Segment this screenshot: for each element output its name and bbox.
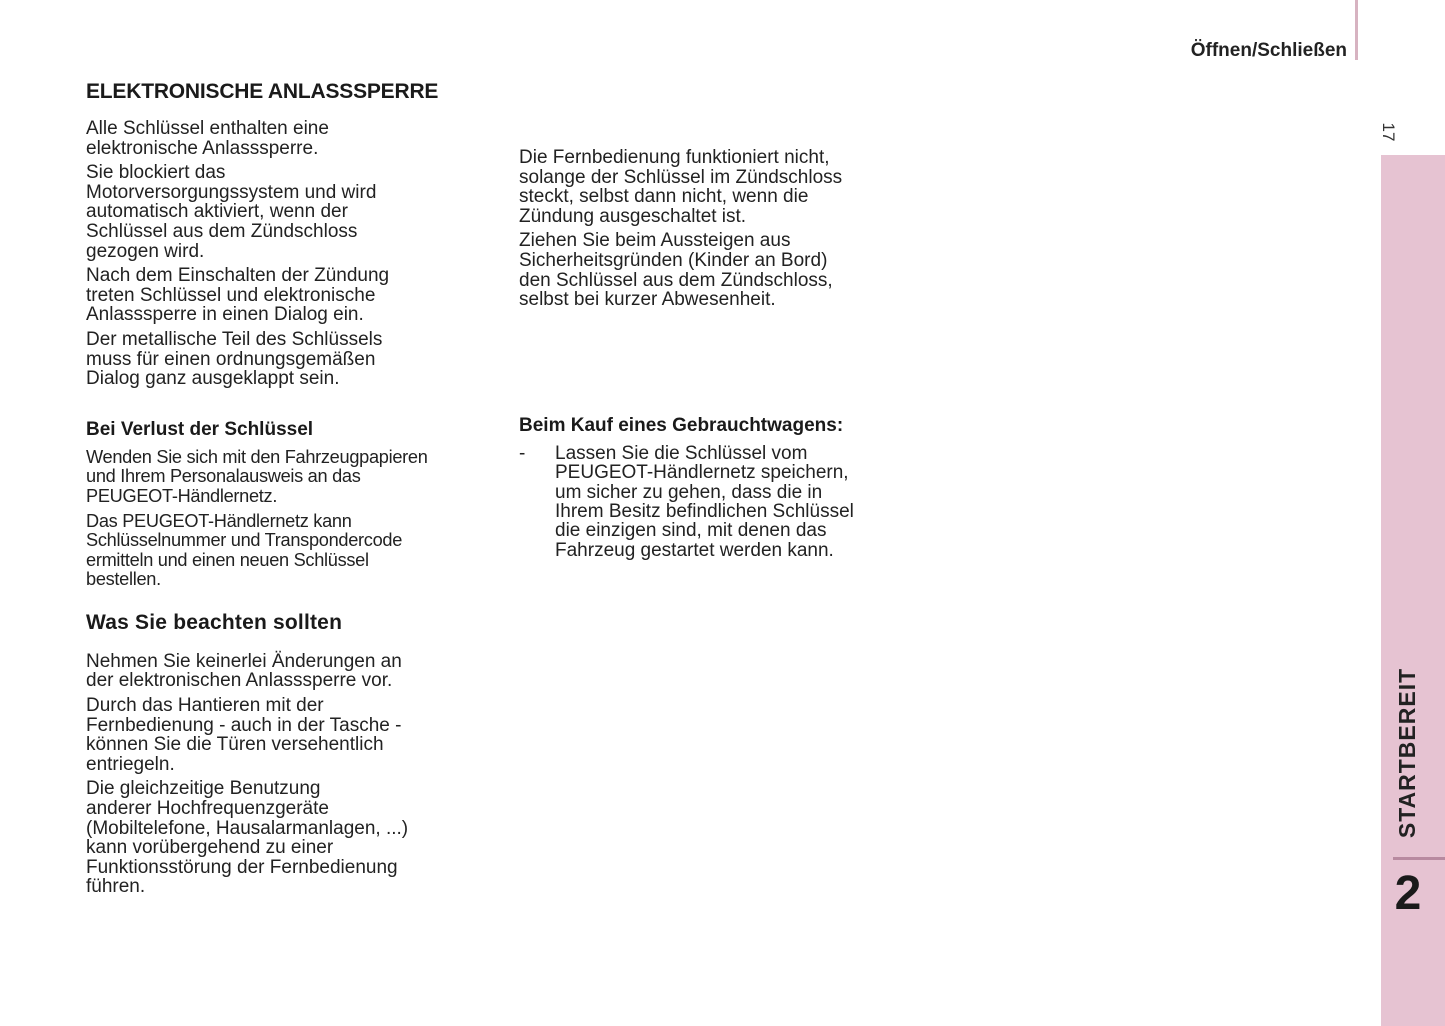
page-number: 17 xyxy=(1379,122,1398,142)
list-item xyxy=(519,444,939,560)
left-column xyxy=(86,80,506,902)
paragraph: Ziehen Sie beim Aussteigen aus Sicherheitsgründen (Kinder an Bord) den Schlüssel aus dem Zündschloss, selbst bei kurzer Abwesenheit. xyxy=(519,230,833,311)
paragraph: Nehmen Sie keinerlei Änderungen an der elektronischen Anlasssperre vor. xyxy=(86,650,402,692)
paragraph: Durch das Hantieren mit der Fernbedienung - auch in der Tasche - können Sie die Türen versehentlich entriegeln. xyxy=(86,695,402,775)
list-item-text: Lassen Sie die Schlüssel vom PEUGEOT-Händlernetz speichern, um sicher zu gehen, dass die in Ihrem Besitz befindlichen Schlüssel die einzigen sind, mit denen das Fahrzeug gestartet werden kann. xyxy=(555,442,854,561)
chapter-number: 2 xyxy=(1394,867,1422,920)
chapter-divider xyxy=(1393,857,1445,860)
key-loss-heading: Bei Verlust der Schlüssel xyxy=(86,418,314,440)
paragraph: Der metallische Teil des Schlüssels muss für einen ordnungsgemäßen Dialog ganz ausgeklappt sein. xyxy=(86,328,383,390)
paragraph: Das PEUGEOT-Händlernetz kann Schlüsselnummer und Transpondercode ermitteln und einen neuen Schlüssel bestellen. xyxy=(86,510,403,590)
paragraph: Wenden Sie sich mit den Fahrzeugpapieren und Ihrem Personalausweis an das PEUGEOT-Händlernetz. xyxy=(86,446,428,506)
paragraph: Nach dem Einschalten der Zündung treten Schlüssel und elektronische Anlasssperre in einen Dialog ein. xyxy=(86,265,390,326)
right-column xyxy=(519,148,939,560)
paragraph: Sie blockiert das Motorversorgungssystem und wird automatisch aktiviert, wenn der Schlüssel aus dem Zündschloss gezogen wird. xyxy=(86,162,377,262)
paragraph: Die Fernbedienung funktioniert nicht, solange der Schlüssel im Zündschloss steckt, selbst dann nicht, wenn die Zündung ausgeschaltet ist. xyxy=(519,147,843,227)
notes-heading: Was Sie beachten sollten xyxy=(86,610,343,634)
used-car-heading: Beim Kauf eines Gebrauchtwagens: xyxy=(519,414,844,436)
header-divider xyxy=(1355,0,1358,60)
paragraph: Die gleichzeitige Benutzung anderer Hochfrequenzgeräte (Mobiltelefone, Hausalarmanlagen, ...) kann vorübergehend zu einer Funktionsstörung der Fernbedienung führen. xyxy=(86,778,409,898)
chapter-label: STARTBEREIT xyxy=(1393,667,1420,839)
list-dash: - xyxy=(519,442,526,464)
section-heading: ELEKTRONISCHE ANLASSSPERRE xyxy=(86,80,439,103)
page-header-title: Öffnen/Schließen xyxy=(1190,40,1347,61)
paragraph: Alle Schlüssel enthalten eine elektronische Anlasssperre. xyxy=(86,118,329,159)
